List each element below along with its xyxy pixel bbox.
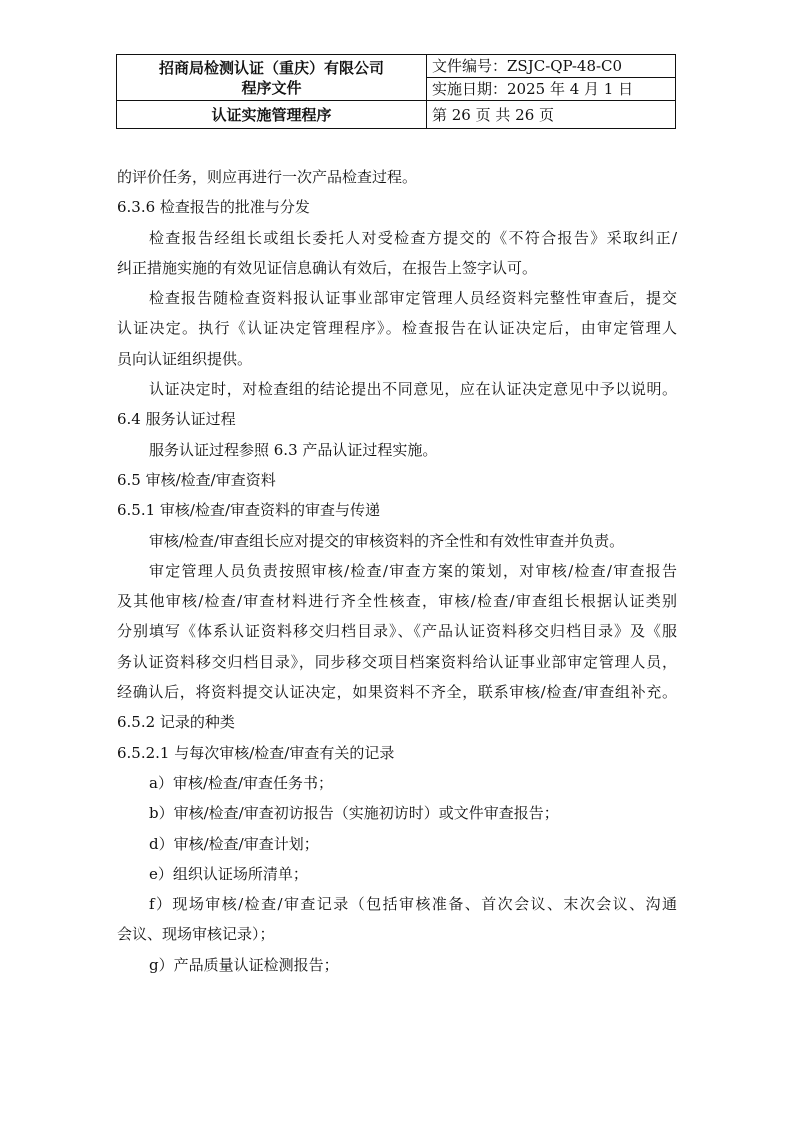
- section-heading: 6.5.1 审核/检查/审查资料的审查与传递: [117, 501, 381, 520]
- section-heading: 6.3.6 检查报告的批准与分发: [117, 198, 310, 217]
- body-line: 审核/检查/审查组长应对提交的审核资料的齐全性和有效性审查并负责。: [149, 531, 625, 550]
- list-item: e）组织认证场所清单；: [149, 864, 308, 883]
- list-item: g）产品质量认证检测报告；: [149, 955, 339, 974]
- company-name: 招商局检测认证（重庆）有限公司: [158, 58, 384, 77]
- body-line: 认证决定时，对检查组的结论提出不同意见，应在认证决定意见中予以说明。: [149, 380, 677, 399]
- list-item: a）审核/检查/审查任务书；: [149, 773, 334, 792]
- list-item: d）审核/检查/审查计划；: [149, 834, 319, 853]
- body-line: 纠正措施实施的有效见证信息确认有效后，在报告上签字认可。: [117, 258, 538, 277]
- section-heading: 6.4 服务认证过程: [117, 410, 236, 429]
- page-info: 第 26 页 共 26 页: [427, 101, 676, 129]
- list-item: b）审核/检查/审查初访报告（实施初访时）或文件审查报告；: [149, 804, 559, 823]
- company-cell: [117, 55, 427, 101]
- body-line: 务认证资料移交归档目录》，同步移交项目档案资料给认证事业部审定管理人员，: [117, 652, 677, 671]
- document-number: 文件编号：ZSJC-QP-48-C0: [432, 57, 623, 75]
- body-line: 及其他审核/检查/审查材料进行齐全性核查，审核/检查/审查组长根据认证类别: [117, 592, 677, 611]
- body-line: 分别填写《体系认证资料移交归档目录》、《产品认证资料移交归档目录》及《服: [117, 622, 677, 641]
- effective-date: 实施日期：2025 年 4 月 1 日: [427, 77, 675, 100]
- section-heading: 6.5.2 记录的种类: [117, 713, 235, 732]
- document-title: 认证实施管理程序: [117, 101, 427, 129]
- body-line: 检查报告随检查资料报认证事业部审定管理人员经资料完整性审查后，提交: [149, 289, 677, 308]
- body-line: 审定管理人员负责按照审核/检查/审查方案的策划，对审核/检查/审查报告: [149, 561, 677, 580]
- list-item-continuation: 会议、现场审核记录）；: [117, 925, 275, 944]
- list-item: f）现场审核/检查/审查记录（包括审核准备、首次会议、末次会议、沟通: [149, 895, 677, 914]
- body-line: 认证决定。执行《认证决定管理程序》。检查报告在认证决定后，由审定管理人: [117, 319, 677, 338]
- body-line: 员向认证组织提供。: [117, 349, 253, 368]
- body-line: 服务认证过程参照 6.3 产品认证过程实施。: [149, 440, 438, 459]
- document-header-table: [116, 54, 676, 129]
- section-heading: 6.5 审核/检查/审查资料: [117, 470, 276, 489]
- body-line: 检查报告经组长或组长委托人对受检查方提交的《不符合报告》采取纠正/: [149, 228, 677, 247]
- section-heading: 6.5.2.1 与每次审核/检查/审查有关的记录: [117, 743, 395, 762]
- document-type: 程序文件: [241, 78, 302, 97]
- body-line: 经确认后，将资料提交认证决定，如果资料不齐全，联系审核/检查/审查组补充。: [117, 683, 677, 702]
- body-line: 的评价任务，则应再进行一次产品检查过程。: [117, 168, 418, 186]
- doc-info-cell: [427, 55, 676, 101]
- document-body: [117, 162, 677, 980]
